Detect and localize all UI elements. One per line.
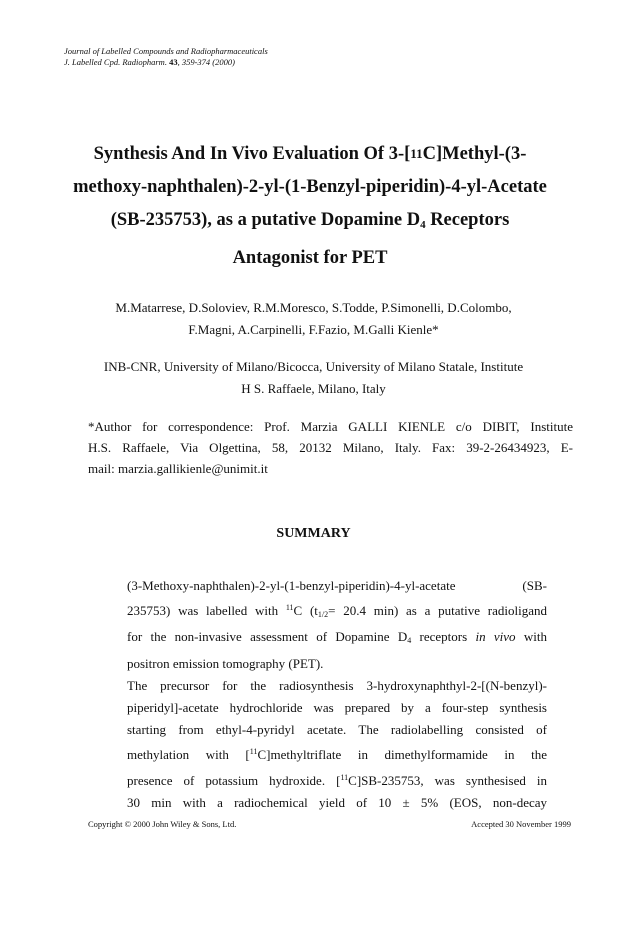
correspondence-line: *Author for correspondence: Prof. Marzia GALLI KIENLE c/o DIBIT, Institute (88, 419, 573, 434)
summary-line: The precursor for the radiosynthesis 3-hydroxynaphthyl-2-[(N-benzyl)- (127, 677, 547, 693)
journal-pages-year: , 359-374 (2000) (177, 57, 235, 67)
author-list (40, 297, 587, 341)
summary-line: methylation with [$^{11}$C]methyltriflate in dimethylformamide in the (127, 747, 548, 763)
summary-body (127, 575, 547, 814)
correspondence-line: H.S. Raffaele, Via Olgettina, 58, 20132 Milano, Italy. Fax: 39-2-26434923, E- (88, 440, 573, 455)
affiliation-line: H S. Raffaele, Milano, Italy (241, 381, 386, 396)
affiliation (40, 356, 587, 400)
journal-name: Journal of Labelled Compounds and Radiopharmaceuticals (64, 46, 268, 56)
summary-line: piperidyl]-acetate hydrochloride was prepared by a four-step synthesis (127, 700, 547, 716)
summary-heading: SUMMARY (276, 526, 351, 541)
summary-line: presence of potassium hydroxide. [$^{11}$C]SB-235753, was synthesised in (127, 772, 548, 788)
summary-line: positron emission tomography (PET). (127, 655, 324, 671)
summary-line: for the non-invasive assessment of Dopamine $D_4$ receptors in vivo with (127, 629, 547, 646)
title-line: (SB-235753), as a putative Dopamine $D_4$ Receptors (110, 210, 510, 231)
title-line: Antagonist for PET (232, 248, 388, 268)
summary-line: (3-Methoxy-naphthalen)-2-yl-(1-benzyl-piperidin)-4-yl-acetate (SB- (127, 578, 547, 593)
journal-citation (64, 57, 268, 68)
journal-volume: 43 (169, 57, 178, 67)
paper-title (60, 138, 560, 275)
accepted-date: Accepted 30 November 1999 (471, 819, 571, 829)
author-line: F.Magni, A.Carpinelli, F.Fazio, M.Galli Kienle* (188, 322, 439, 337)
title-line: Synthesis And In Vivo Evaluation Of 3-[$^{11}$C]Methyl-(3- (93, 144, 527, 164)
journal-abbrev: J. Labelled Cpd. Radiopharm. (64, 57, 167, 67)
correspondence-line: mail: marzia.gallikienle@unimit.it (88, 461, 268, 476)
title-line: methoxy-naphthalen)-2-yl-(1-Benzyl-piperidin)-4-yl-Acetate (73, 177, 547, 197)
affiliation-line: INB-CNR, University of Milano/Bicocca, University of Milano Statale, Institute (103, 359, 524, 374)
summary-line: starting from ethyl-4-pyridyl acetate. The radiolabelling consisted of (127, 722, 547, 738)
summary-line: 30 min with a radiochemical yield of 10 ± 5% (EOS, non-decay (127, 794, 547, 810)
correspondence-note (88, 416, 573, 479)
author-line: M.Matarrese, D.Soloviev, R.M.Moresco, S.Todde, P.Simonelli, D.Colombo, (115, 300, 512, 315)
copyright-notice: Copyright © 2000 John Wiley & Sons, Ltd. (88, 819, 237, 829)
journal-header (64, 46, 268, 68)
summary-line: 235753) was labelled with $^{11}$C ($t_{1/2}= 20.4$ min) as a putative radioligand (127, 603, 547, 620)
